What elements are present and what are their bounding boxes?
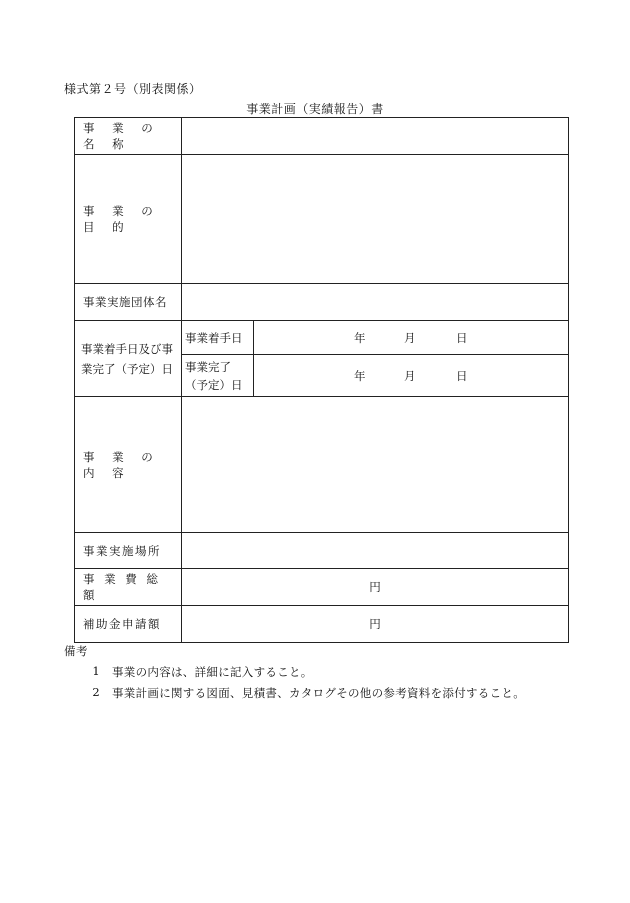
total-cost-label: 事 業 費 総 額 (75, 569, 182, 606)
end-date-field[interactable] (254, 355, 569, 397)
row-subsidy-request (75, 606, 569, 643)
end-month-unit: 月 (404, 368, 416, 383)
form-number: 様式第２号（別表関係） (64, 82, 202, 96)
remarks-item-text: 事業の内容は、詳細に記入すること。 (112, 665, 313, 679)
total-cost-unit: 円 (369, 580, 381, 594)
subsidy-request-unit: 円 (369, 617, 381, 631)
remarks-item (64, 685, 525, 701)
row-organization (75, 284, 569, 321)
row-project-content (75, 397, 569, 533)
project-content-field[interactable] (182, 397, 569, 533)
dates-label: 事業着手日及び事業完了（予定）日 (75, 321, 182, 397)
row-total-cost (75, 569, 569, 606)
location-label: 事業実施場所 (75, 533, 182, 569)
location-field[interactable] (182, 533, 569, 569)
row-project-name (75, 118, 569, 155)
row-project-purpose (75, 155, 569, 284)
start-day-unit: 日 (456, 330, 468, 345)
subsidy-request-label: 補助金申請額 (75, 606, 182, 643)
subsidy-request-field[interactable] (182, 606, 569, 643)
start-date-label: 事業着手日 (182, 321, 254, 355)
organization-field[interactable] (182, 284, 569, 321)
remarks-heading: 備考 (64, 644, 88, 658)
remarks-item-text: 事業計画に関する図面、見積書、カタログその他の参考資料を添付すること。 (112, 686, 525, 700)
start-month-unit: 月 (404, 330, 416, 345)
project-purpose-field[interactable] (182, 155, 569, 284)
start-date-field[interactable] (254, 321, 569, 355)
project-name-label: 事 業 の 名 称 (75, 118, 182, 155)
remarks-item-number: 1 (92, 664, 100, 678)
end-day-unit: 日 (456, 368, 468, 383)
project-plan-table (74, 117, 569, 643)
end-date-label: 事業完了（予定）日 (182, 355, 254, 397)
remarks-item-number: 2 (92, 685, 100, 699)
remarks (64, 643, 525, 706)
project-purpose-label: 事 業 の 目 的 (75, 155, 182, 284)
end-year-unit: 年 (354, 368, 366, 383)
remarks-item (64, 664, 525, 680)
start-year-unit: 年 (354, 330, 366, 345)
document-title: 事業計画（実績報告）書 (246, 102, 384, 116)
organization-label: 事業実施団体名 (75, 284, 182, 321)
project-content-label: 事 業 の 内 容 (75, 397, 182, 533)
row-start-date (75, 321, 569, 355)
project-name-field[interactable] (182, 118, 569, 155)
row-location (75, 533, 569, 569)
total-cost-field[interactable] (182, 569, 569, 606)
